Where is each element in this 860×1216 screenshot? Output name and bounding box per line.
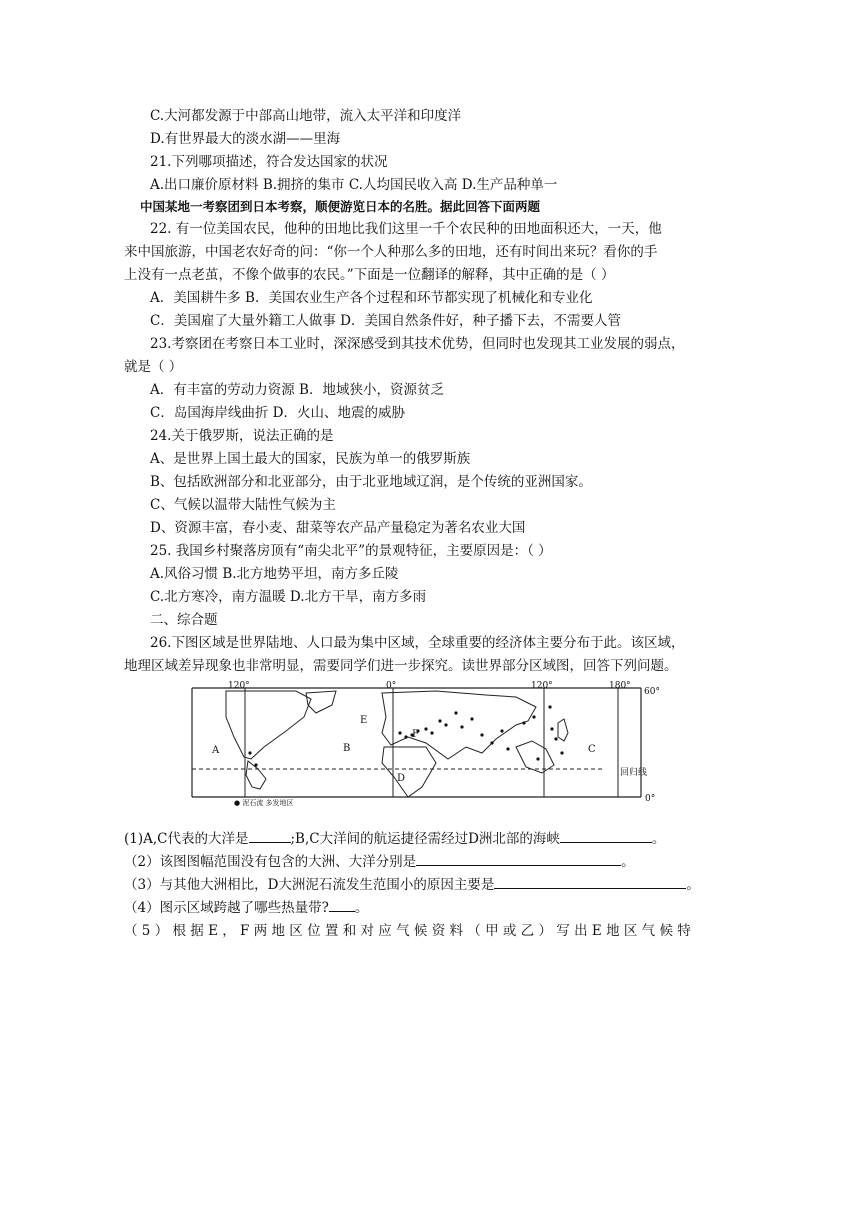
label-tropic: 回归线 (620, 768, 648, 778)
q26-stem-2: 地理区域差异现象也非常明显，需要同学们进一步探究。读世界部分区域图，回答下列问题。 (124, 658, 678, 674)
group-intro: 中国某地一考察团到日本考察，顺便游览日本的名胜。据此回答下面两题 (140, 199, 541, 214)
label-60n: 60° (644, 687, 660, 697)
label-0: 0° (386, 681, 397, 691)
q22-stem-2: 来中国旅游，中国老农好奇的问：“你一个人种那么多的田地，还有时间出来玩？看你的手 (124, 244, 658, 260)
subq-2 (124, 853, 635, 871)
subq-3 (124, 876, 700, 894)
subq-4 (124, 899, 368, 917)
subq-3-text-b: 。 (686, 877, 700, 893)
subq-1-text-a: (1)A,C代表的大洋是 (124, 831, 249, 847)
section-heading: 二、综合题 (150, 612, 218, 628)
q20-option-d: D.有世界最大的淡水湖——里海 (150, 131, 341, 147)
subq-2-text-b: 。 (621, 854, 635, 870)
q24-option-b: B、包括欧洲部分和北亚部分，由于北亚地域辽润，是个传统的亚洲国家。 (150, 474, 592, 490)
answer-blank-4[interactable] (329, 899, 355, 912)
q23-stem-1: 23.考察团在考察日本工业时，深深感受到其技术优势，但同时也发现其工业发展的弱点， (150, 336, 685, 352)
label-equator: 0° (645, 794, 656, 804)
q24-option-d: D、资源丰富，春小麦、甜菜等农产品产量稳定为著名农业大国 (150, 520, 526, 536)
answer-blank-3[interactable] (494, 876, 686, 889)
q24-stem: 24.关于俄罗斯，说法正确的是 (150, 428, 334, 444)
answer-blank-1b[interactable] (560, 830, 652, 843)
label-a: A (212, 745, 220, 756)
subq-5: （5）根据E，F两地区位置和对应气候资料（甲或乙）写出E地区气候特 (124, 923, 696, 939)
label-120w: 120° (228, 681, 250, 691)
label-d: D (397, 773, 406, 784)
subq-4-text-a: （4）图示区域跨越了哪些热量带? (124, 900, 329, 916)
answer-blank-2[interactable] (416, 853, 621, 866)
map-legend: ● 泥石流 多发地区 (234, 799, 294, 807)
subq-1-text-c: 。 (651, 831, 666, 847)
subq-3-text-a: （3）与其他大洲相比，D大洲泥石流发生范围小的原因主要是 (124, 877, 495, 893)
subq-1-text-b: ;B,C大洋间的航运捷径需经过D洲北部的海峡 (290, 831, 560, 847)
label-c: C (588, 744, 596, 755)
q22-options-cd: C．美国雇了大量外籍工人做事 D．美国自然条件好，种子播下去，不需要人管 (150, 313, 621, 329)
q24-option-c: C、气候以温带大陆性气候为主 (150, 497, 336, 513)
q23-stem-2: 就是（ ） (124, 359, 183, 375)
label-b: B (343, 743, 351, 754)
label-180: 180° (609, 681, 631, 691)
q23-options-cd: C．岛国海岸线曲折 D．火山、地震的威胁 (150, 405, 405, 421)
subq-1 (124, 830, 665, 848)
q25-stem: 25. 我国乡村聚落房顶有“南尖北平”的景观特征，主要原因是：（ ） (150, 543, 552, 559)
q25-options-cd: C.北方寒冷，南方温暖 D.北方干旱，南方多雨 (150, 589, 427, 605)
q20-option-c: C.大河都发源于中部高山地带，流入太平洋和印度洋 (150, 108, 462, 124)
label-f: F (412, 729, 419, 740)
answer-blank-1a[interactable] (249, 830, 291, 843)
subq-4-text-b: 。 (354, 900, 369, 916)
label-120e: 120° (531, 681, 553, 691)
q21-options: A.出口廉价原材料 B.拥挤的集市 C.人均国民收入高 D.生产品种单一 (150, 177, 558, 193)
q26-stem-1: 26.下图区域是世界陆地、人口最为集中区域，全球重要的经济体主要分布于此。该区域， (150, 635, 685, 651)
subq-2-text-a: （2）该图图幅范围没有包含的大洲、大洋分别是 (124, 854, 417, 870)
q23-options-ab: A．有丰富的劳动力资源 B．地域狭小，资源贫乏 (150, 382, 444, 398)
label-e: E (360, 715, 368, 726)
q22-options-ab: A．美国耕牛多 B．美国农业生产各个过程和环节都实现了机械化和专业化 (150, 290, 593, 306)
q25-options-ab: A.风俗习惯 B.北方地势平坦，南方多丘陵 (150, 566, 399, 582)
q21-stem: 21.下列哪项描述，符合发达国家的状况 (150, 154, 388, 170)
q24-option-a: A、是世界上国土最大的国家，民族为单一的俄罗斯族 (150, 451, 471, 467)
q22-stem-1: 22. 有一位美国农民，他种的田地比我们这里一千个农民种的田地面积还大，一天，他 (150, 221, 662, 237)
q22-stem-3: 上没有一点老茧，不像个做事的农民。”下面是一位翻译的解释，其中正确的是（ ） (124, 267, 615, 283)
